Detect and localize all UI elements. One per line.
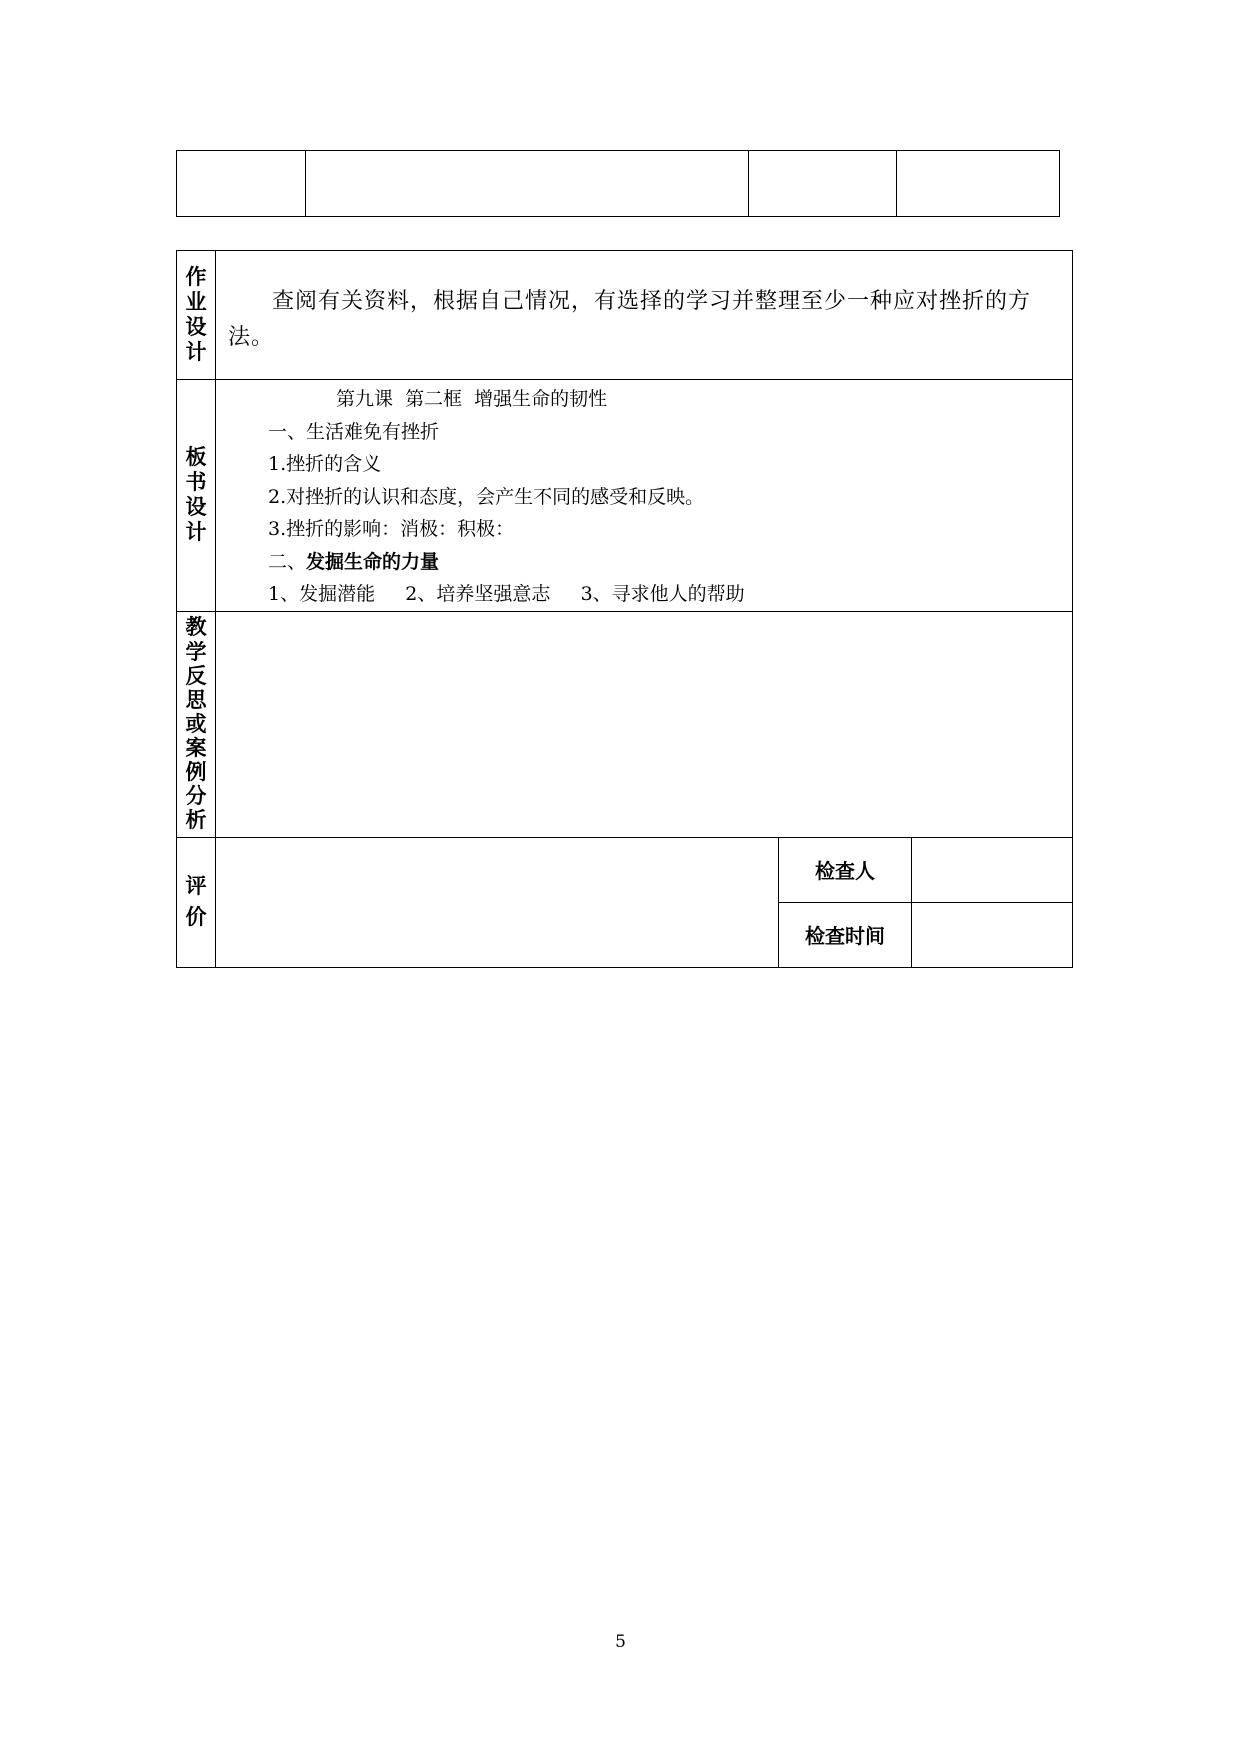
homework-text: 查阅有关资料，根据自己情况，有选择的学习并整理至少一种应对挫折的方法。 bbox=[228, 289, 1032, 350]
board-item-2: 2.对挫折的认识和态度，会产生不同的感受和反映。 bbox=[268, 485, 705, 508]
evaluation-row bbox=[177, 837, 1073, 902]
evaluation-label: 评 价 bbox=[177, 837, 216, 967]
homework-content bbox=[216, 251, 1073, 380]
board-points: 1、发掘潜能 2、培养坚强意志 3、寻求他人的帮助 bbox=[268, 583, 745, 605]
inspect-time-label: 检查时间 bbox=[779, 902, 912, 967]
board-item-3: 3.挫折的影响：消极：积极： bbox=[268, 518, 515, 540]
inspector-label: 检查人 bbox=[779, 837, 912, 902]
board-label: 板 书 设 计 bbox=[177, 380, 216, 612]
homework-label: 作 业 设 计 bbox=[177, 251, 216, 380]
homework-row bbox=[177, 251, 1073, 380]
board-section-1: 一、生活难免有挫折 bbox=[268, 420, 440, 443]
board-section-2: 二、发掘生命的力量 bbox=[268, 550, 440, 573]
top-cell-2 bbox=[306, 151, 749, 217]
reflection-content bbox=[216, 611, 1073, 837]
board-row bbox=[177, 380, 1073, 612]
page-number: 5 bbox=[615, 1632, 626, 1652]
inspector-value bbox=[912, 837, 1073, 902]
top-cell-1 bbox=[177, 151, 306, 217]
top-cell-3 bbox=[749, 151, 897, 217]
evaluation-content bbox=[216, 837, 779, 967]
top-table bbox=[176, 150, 1060, 217]
reflection-row bbox=[177, 611, 1073, 837]
inspect-time-value bbox=[912, 902, 1073, 967]
board-title: 第九课 第二框 增强生命的韧性 bbox=[336, 388, 608, 410]
top-cell-4 bbox=[897, 151, 1060, 217]
reflection-label: 教 学 反 思 或 案 例 分 析 bbox=[177, 611, 216, 837]
board-content bbox=[216, 380, 1073, 612]
lesson-plan-table bbox=[176, 250, 1073, 968]
board-item-1: 1.挫折的含义 bbox=[268, 453, 382, 475]
